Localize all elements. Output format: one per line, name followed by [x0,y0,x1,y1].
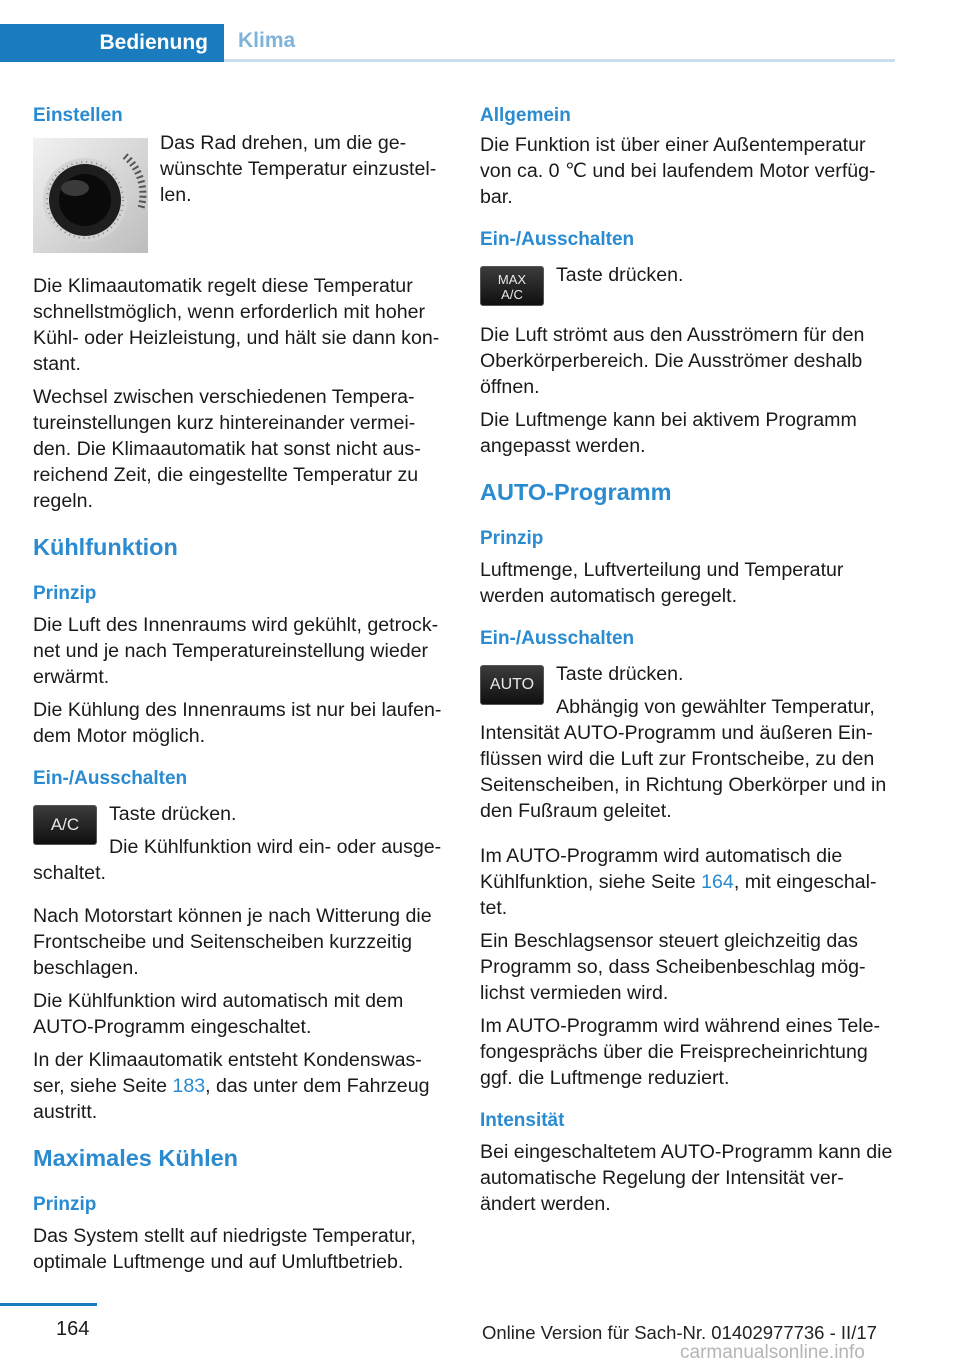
auto-button-label: AUTO [489,676,535,693]
paragraph-kondenswasser [33,1047,448,1125]
max-ac-label-top: MAX [497,272,527,287]
footer-rule [0,1303,97,1306]
heading-prinzip: Prinzip [480,528,544,549]
paragraph: Luftmenge, Luftverteilung und Temperatur werden automatisch geregelt. [480,559,844,607]
taste-text: Taste drücken. [556,264,684,286]
text: , das unter dem Fahrzeug austritt. [33,1075,430,1123]
heading-auto-programm: AUTO-Programm [480,479,672,505]
paragraph: Bei eingeschaltetem AUTO-Programm kann die automatische Regelung der Intensität ver‐ ändert werden. [480,1141,893,1215]
taste-text: Taste drücken. [556,663,684,685]
einstellen-text: Das Rad drehen, um die ge‐ wünschte Temperatur einzustel‐ len. [160,132,437,206]
heading-intensitaet: Intensität [480,1110,565,1131]
paragraph: Die Luftmenge kann bei aktivem Programm angepasst werden. [480,409,857,457]
page-link-183[interactable]: 183 [172,1075,206,1097]
text: In der Klimaautomatik entsteht Kondenswas‐ ser, siehe Seite [33,1049,422,1097]
text: Im AUTO-Programm wird automatisch die Kühlfunktion, siehe Seite [480,845,843,893]
watermark: carmanualsonline.info [680,1342,865,1363]
heading-ein-ausschalten: Ein-/Ausschalten [480,628,635,649]
paragraph: Ein Beschlagsensor steuert gleichzeitig das Programm so, dass Scheibenbeschlag mög‐ lichst vermieden wird. [480,930,866,1004]
temperature-knob-image [33,138,148,253]
heading-kuehlfunktion: Kühlfunktion [33,534,178,560]
page-link-164[interactable]: 164 [701,871,734,893]
paragraph: Im AUTO-Programm wird während eines Tele‐ fongesprächs über die Freisprecheinrichtung ggf. die Luftmenge reduziert. [480,1015,880,1089]
footer-version-text: Online Version für Sach-Nr. 01402977736 - II/17 [482,1322,877,1343]
paragraph: Abhängig von gewählter Temperatur, Intensität AUTO-Programm und äußeren Ein‐ flüssen wird die Luft zur Frontscheibe, zu den Seitenscheiben, in Richtung Oberkörper und in den Fußraum geleitet. [480,696,887,822]
paragraph: Die Luft des Innenraums wird gekühlt, getrock‐ net und je nach Temperatureinstellung wieder erwärmt. [33,614,439,688]
paragraph: Das System stellt auf niedrigste Temperatur, optimale Luftmenge und auf Umluftbetrieb. [33,1225,416,1273]
max-ac-label-bottom: A/C [501,287,523,302]
page-number: 164 [56,1318,90,1340]
text: , mit eingeschal‐ tet. [480,871,877,919]
ac-button-image [33,805,97,845]
left-column [33,100,448,1282]
heading-prinzip: Prinzip [33,1194,97,1215]
heading-ein-ausschalten: Ein-/Ausschalten [480,229,635,250]
header-tabs [0,24,895,62]
paragraph: Die Funktion ist über einer Außentemperatur von ca. 0 ℃ und bei laufendem Motor verfüg‐ bar. [480,134,876,208]
paragraph-kuehlfunktion-ref [480,843,895,921]
heading-einstellen: Einstellen [33,105,123,126]
paragraph: Nach Motorstart können je nach Witterung die Frontscheibe und Seitenscheiben kurzzeitig beschlagen. [33,905,432,979]
tab-bedienung[interactable]: Bedienung [0,24,224,62]
paragraph: Die Kühlfunktion wird automatisch mit dem AUTO-Programm eingeschaltet. [33,990,404,1038]
tab-klima[interactable]: Klima [238,29,296,52]
heading-allgemein: Allgemein [480,105,571,126]
heading-prinzip: Prinzip [33,583,97,604]
heading-ein-ausschalten: Ein-/Ausschalten [33,768,188,789]
header-rule [224,59,895,62]
knob-icon [33,138,148,253]
heading-maximales-kuehlen: Maximales Kühlen [33,1145,239,1171]
right-column [480,100,895,1224]
ac-button-label: A/C [50,815,80,834]
paragraph: Wechsel zwischen verschiedenen Tempera‐ tureinstellungen kurz hintereinander vermei‐ den. Die Klimaautomatik hat sonst nicht aus‐ reichend Zeit, die eingestellte Temperatur zu regeln. [33,386,421,512]
auto-button-image [480,665,544,705]
taste-text: Taste drücken. [109,803,237,825]
paragraph: Die Luft strömt aus den Ausströmern für den Oberkörperbereich. Die Ausströmer deshalb öffnen. [480,324,865,398]
paragraph: Die Klimaautomatik regelt diese Temperatur schnellstmöglich, wenn erforderlich mit hoher Kühl- oder Heizleistung, und hält sie dann kon‐ stant. [33,275,440,375]
paragraph: Die Kühlfunktion wird ein- oder ausge‐ schaltet. [33,836,442,884]
paragraph: Die Kühlung des Innenraums ist nur bei laufen‐ dem Motor möglich. [33,699,442,747]
max-ac-button-image [480,266,544,306]
